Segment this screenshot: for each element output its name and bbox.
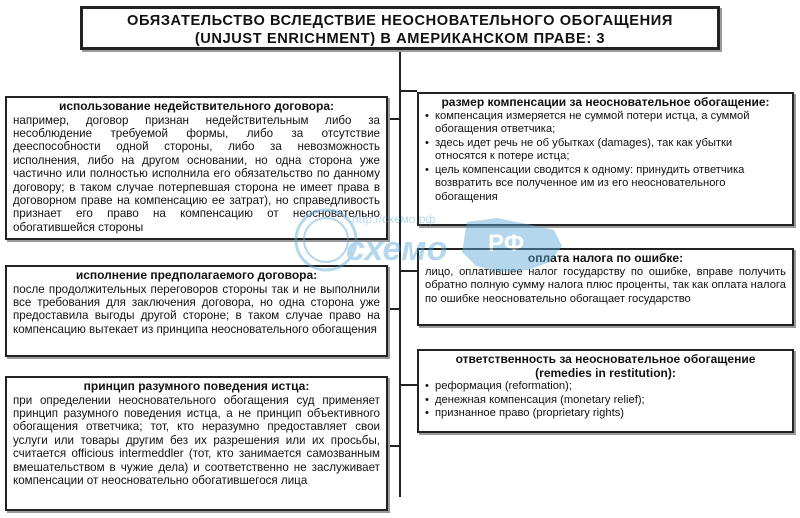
list-item: • компенсация измеряется не суммой потери истца, а суммой обогащения ответчика; (425, 110, 786, 137)
watermark-logo-text: схемо (346, 230, 448, 268)
box-subheading: (remedies in restitution): (535, 365, 676, 380)
list-item: • реформация (reformation); (425, 380, 786, 394)
connector-right-2 (400, 270, 417, 272)
diagram-title (80, 6, 720, 50)
box-heading: оплата налога по ошибке: (527, 251, 684, 265)
box-heading: ответственность за неосновательное обогащение (455, 352, 756, 366)
connector-left-2 (388, 308, 400, 310)
box-text: лицо, оплатившее налог государству по ошибке, вправе получить обратно полную сумму налога плюс проценты, так как оплата налога по ошибке неосновательно обогащает государство (425, 265, 786, 305)
bullet-list (425, 380, 786, 421)
title-line-1: ОБЯЗАТЕЛЬСТВО ВСЛЕДСТВИЕ НЕОСНОВАТЕЛЬНОГО ОБОГАЩЕНИЯ (127, 13, 673, 29)
box-heading: принцип разумного поведения истца: (83, 379, 310, 393)
box-text: например, договор признан недействительным либо за несоблюдение требуемой формы, либо за отсутствие дееспособности одной стороны, либо за невозможность исполнения, либо на другом основании, но одна сторона уже частично или полностью исполнила его обязательство по данному договору; в таком случае потерпевшая сторона не имеет права в договорном праве на компенсацию ее затрат), но справедливость признает его право на компенсацию от неосновательно обогатившейся стороны (13, 113, 380, 234)
box-heading: исполнение предполагаемого договора: (75, 268, 318, 282)
box-reasonable-conduct (5, 376, 388, 511)
connector-left-1 (388, 118, 400, 120)
connector-right-3 (400, 384, 417, 386)
watermark-logo-badge: РФ (488, 230, 525, 257)
box-compensation-amount (417, 92, 794, 226)
box-text: при определении неосновательного обогащения суд применяет принцип разумного поведения истца, а не принцип объективного обогащения ответчика; тот, кто неразумно предоставляет свои услуги или товары другим без их разрешения или их просьбы, считается officious intermeddler (тот, кто занимается самозванным вмешательством в чужие дела) и соответственно не заслуживает компенсации от неосновательно обогатившегося лица (13, 393, 380, 487)
list-item: • денежная компенсация (monetary relief); (425, 394, 786, 408)
box-heading: использование недействительного договора: (58, 99, 335, 113)
bullet-list (425, 110, 786, 205)
connector-left-3 (388, 445, 400, 447)
box-text: после продолжительных переговоров стороны так и не выполнили все требования для заключения договора, но одна сторона уже предоставила выгоды другой стороне; в таком случае право на компенсацию вытекает из принципа неосновательного обогащения (13, 282, 380, 336)
list-item: • цель компенсации сводится к одному: принудить ответчика возвратить все полученное им из его неосновательного обогащения (425, 164, 786, 205)
box-invalid-contract (5, 96, 388, 240)
box-tax-by-mistake (417, 248, 794, 326)
title-line-2: (UNJUST ENRICHMENT) В АМЕРИКАНСКОМ ПРАВЕ: 3 (194, 31, 606, 47)
list-item: • здесь идет речь не об убытках (damages), так как убытки относятся к потере истца; (425, 137, 786, 164)
list-item: • признанное право (proprietary rights) (425, 407, 786, 421)
connector-right-1 (400, 90, 417, 92)
watermark-url: http://схемо.рф (352, 212, 436, 226)
box-remedies-in-restitution (417, 349, 794, 433)
box-heading: размер компенсации за неосновательное обогащение: (441, 95, 770, 109)
box-implied-contract (5, 265, 388, 357)
